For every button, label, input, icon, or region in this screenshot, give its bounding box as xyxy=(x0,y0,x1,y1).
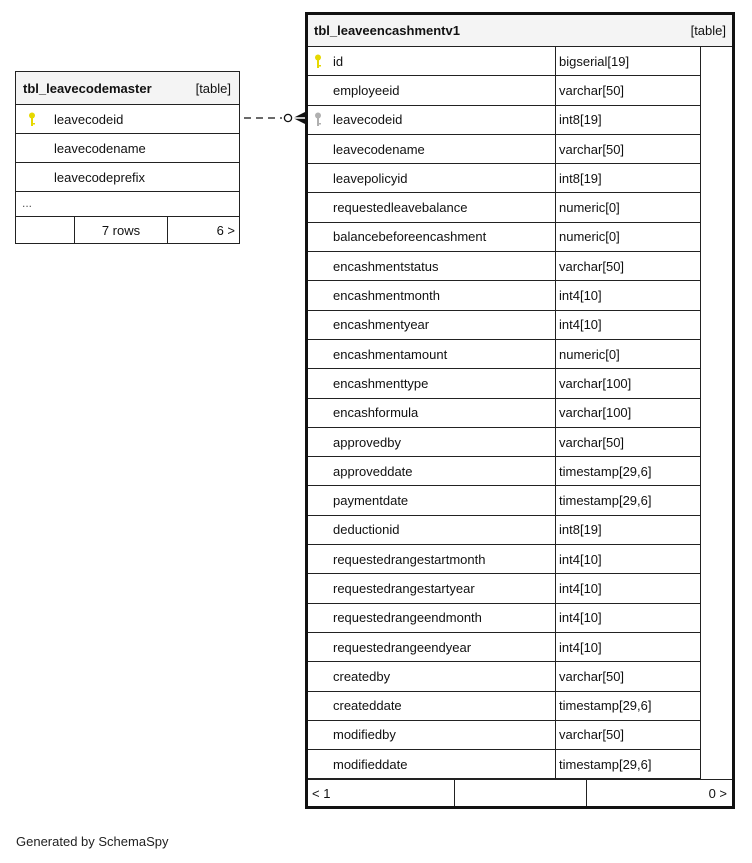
column-type: numeric[0] xyxy=(559,229,620,245)
table-kind: [table] xyxy=(195,80,231,96)
column-name: requestedleavebalance xyxy=(333,200,468,216)
table-name: tbl_leavecodemaster xyxy=(23,80,152,96)
table-header xyxy=(308,15,732,47)
column-row[interactable] xyxy=(308,223,701,252)
column-name-cell xyxy=(308,692,556,720)
table-kind: [table] xyxy=(690,23,726,38)
column-type: int4[10] xyxy=(559,610,602,626)
column-name-cell xyxy=(308,486,556,514)
table-name: tbl_leaveencashmentv1 xyxy=(314,23,460,38)
column-row[interactable] xyxy=(308,76,701,105)
key-slot xyxy=(308,223,328,251)
key-slot xyxy=(308,750,328,778)
column-name-cell xyxy=(308,457,556,485)
column-name: leavecodename xyxy=(54,140,146,156)
key-slot xyxy=(308,428,328,456)
key-slot xyxy=(22,134,42,163)
column-name-cell xyxy=(308,47,556,75)
column-name-cell xyxy=(308,340,556,368)
column-name: createdby xyxy=(333,668,391,684)
column-row[interactable] xyxy=(308,135,701,164)
column-name: approvedby xyxy=(333,434,401,450)
column-row[interactable] xyxy=(308,193,701,222)
column-name: encashformula xyxy=(333,405,419,421)
column-type: varchar[50] xyxy=(559,668,625,684)
column-row[interactable] xyxy=(308,516,701,545)
column-type: bigserial[19] xyxy=(559,53,630,69)
column-name-cell xyxy=(308,574,556,602)
column-row[interactable] xyxy=(308,281,701,310)
key-slot xyxy=(308,193,328,221)
column-type: int4[10] xyxy=(559,317,602,333)
column-name-cell xyxy=(308,633,556,661)
relationship-connector xyxy=(240,108,306,128)
column-name-cell xyxy=(308,135,556,163)
column-type: varchar[50] xyxy=(559,141,625,157)
table-footer xyxy=(16,217,239,243)
column-name: encashmentamount xyxy=(333,346,448,362)
column-name: employeeid xyxy=(333,82,400,98)
column-name: leavepolicyid xyxy=(333,170,408,186)
key-slot xyxy=(308,545,328,573)
generated-by-note: Generated by SchemaSpy xyxy=(16,834,169,849)
column-row[interactable] xyxy=(308,106,701,135)
column-name-cell xyxy=(308,750,556,778)
key-slot xyxy=(308,281,328,309)
column-name-cell xyxy=(308,193,556,221)
primary-key-icon xyxy=(308,47,328,75)
column-name-cell xyxy=(308,604,556,632)
column-type: timestamp[29,6] xyxy=(559,463,652,479)
foreign-key-icon xyxy=(308,106,328,134)
column-row[interactable] xyxy=(308,545,701,574)
column-name: requestedrangestartyear xyxy=(333,580,475,596)
column-row[interactable] xyxy=(308,428,701,457)
column-name: approveddate xyxy=(333,463,413,479)
column-row[interactable] xyxy=(16,134,239,163)
column-type: varchar[100] xyxy=(559,375,632,391)
column-name-cell xyxy=(308,281,556,309)
column-row[interactable] xyxy=(16,163,239,192)
column-name: requestedrangeendyear xyxy=(333,639,472,655)
column-type: int8[19] xyxy=(559,522,602,538)
key-slot xyxy=(308,135,328,163)
column-name-cell xyxy=(308,399,556,427)
key-slot xyxy=(308,604,328,632)
column-name: modifieddate xyxy=(333,756,408,772)
column-row[interactable] xyxy=(308,311,701,340)
key-slot xyxy=(308,692,328,720)
table-footer xyxy=(308,779,732,806)
column-row[interactable] xyxy=(308,604,701,633)
column-name-cell xyxy=(308,662,556,690)
column-name-cell xyxy=(308,164,556,192)
column-name: paymentdate xyxy=(333,493,409,509)
column-type: numeric[0] xyxy=(559,200,620,216)
column-row[interactable] xyxy=(16,105,239,134)
column-name-cell xyxy=(308,223,556,251)
column-name: id xyxy=(333,53,344,69)
column-row[interactable] xyxy=(308,692,701,721)
parents-count-link[interactable]: < 1 xyxy=(308,780,455,806)
column-row[interactable] xyxy=(308,164,701,193)
key-slot xyxy=(22,163,42,192)
column-type: int8[19] xyxy=(559,112,602,128)
row-count: 7 rows xyxy=(75,217,168,243)
column-row[interactable] xyxy=(308,47,701,76)
column-name: balancebeforeencashment xyxy=(333,229,487,245)
primary-key-icon xyxy=(22,105,42,134)
key-slot xyxy=(308,252,328,280)
column-name: encashmentstatus xyxy=(333,258,439,274)
children-count-link[interactable]: 0 > xyxy=(708,785,727,801)
column-type: timestamp[29,6] xyxy=(559,756,652,772)
column-name: requestedrangeendmonth xyxy=(333,610,482,626)
key-slot xyxy=(308,164,328,192)
column-row[interactable] xyxy=(308,750,701,779)
key-slot xyxy=(308,340,328,368)
key-slot xyxy=(308,311,328,339)
column-type: int8[19] xyxy=(559,170,602,186)
column-type: int4[10] xyxy=(559,551,602,567)
more-columns-ellipsis xyxy=(16,192,239,217)
column-name: requestedrangestartmonth xyxy=(333,551,486,567)
column-row[interactable] xyxy=(308,662,701,691)
column-type: varchar[100] xyxy=(559,405,632,421)
column-row[interactable] xyxy=(308,399,701,428)
table-header xyxy=(16,72,239,105)
key-slot xyxy=(308,574,328,602)
column-row[interactable] xyxy=(308,633,701,662)
key-slot xyxy=(308,76,328,104)
column-name-cell xyxy=(308,76,556,104)
column-name: leavecodeprefix xyxy=(54,169,146,185)
column-name-cell xyxy=(308,428,556,456)
children-count-link[interactable]: 6 > xyxy=(216,222,235,238)
column-name: encashmentmonth xyxy=(333,288,440,304)
column-name-cell xyxy=(308,311,556,339)
column-type: varchar[50] xyxy=(559,727,625,743)
column-row[interactable] xyxy=(308,574,701,603)
column-name: leavecodename xyxy=(333,141,425,157)
column-type: timestamp[29,6] xyxy=(559,698,652,714)
column-type: varchar[50] xyxy=(559,258,625,274)
column-type: varchar[50] xyxy=(559,434,625,450)
column-row[interactable] xyxy=(308,457,701,486)
key-slot xyxy=(308,721,328,749)
column-name-cell xyxy=(308,721,556,749)
table-tbl-leavecodemaster[interactable] xyxy=(15,71,240,244)
key-slot xyxy=(308,399,328,427)
column-name: deductionid xyxy=(333,522,400,538)
column-type: varchar[50] xyxy=(559,82,625,98)
footer-left xyxy=(16,217,75,243)
column-type: int4[10] xyxy=(559,580,602,596)
column-name: encashmentyear xyxy=(333,317,430,333)
column-row[interactable] xyxy=(308,721,701,750)
column-type: timestamp[29,6] xyxy=(559,493,652,509)
key-slot xyxy=(308,516,328,544)
optional-circle-icon xyxy=(284,114,291,121)
ellipsis-text: ... xyxy=(22,196,33,210)
column-name-cell xyxy=(308,369,556,397)
column-name-cell xyxy=(308,106,556,134)
key-slot xyxy=(308,633,328,661)
key-slot xyxy=(308,486,328,514)
column-name: leavecodeid xyxy=(54,111,124,127)
column-row[interactable] xyxy=(308,369,701,398)
column-row[interactable] xyxy=(308,486,701,515)
column-type: int4[10] xyxy=(559,288,602,304)
column-row[interactable] xyxy=(308,252,701,281)
key-slot xyxy=(308,662,328,690)
column-type: numeric[0] xyxy=(559,346,620,362)
column-row[interactable] xyxy=(308,340,701,369)
column-name: modifiedby xyxy=(333,727,396,743)
columns-body xyxy=(308,47,732,779)
column-name-cell xyxy=(308,516,556,544)
column-type: int4[10] xyxy=(559,639,602,655)
column-name-cell xyxy=(308,545,556,573)
key-slot xyxy=(308,369,328,397)
column-name: leavecodeid xyxy=(333,112,403,128)
key-slot xyxy=(308,457,328,485)
column-name: encashmenttype xyxy=(333,375,429,391)
table-tbl-leaveencashmentv1[interactable] xyxy=(305,12,735,809)
column-name-cell xyxy=(308,252,556,280)
column-name: createddate xyxy=(333,698,402,714)
row-count xyxy=(455,780,587,806)
